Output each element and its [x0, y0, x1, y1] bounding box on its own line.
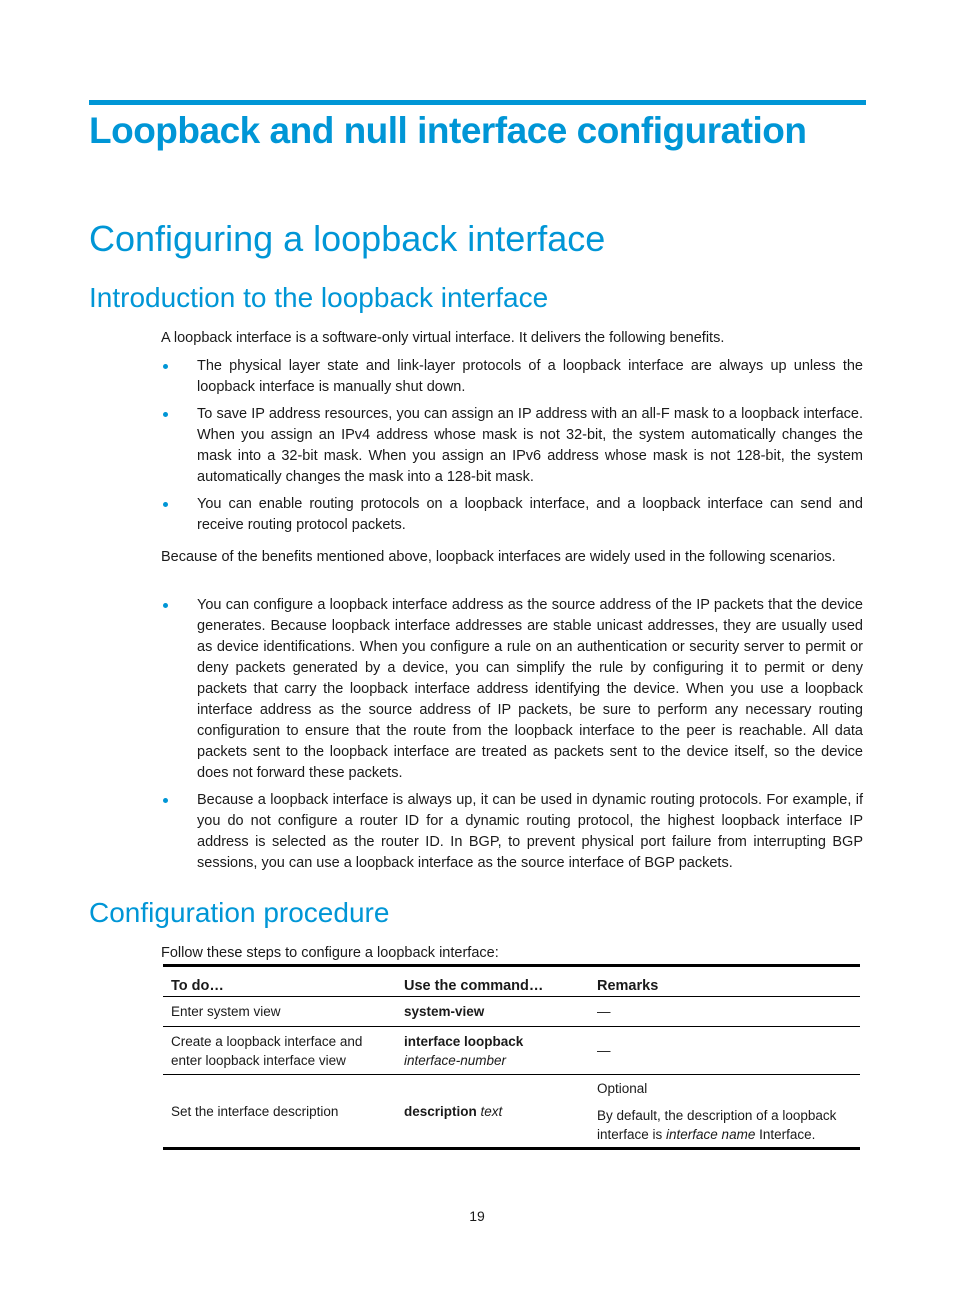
procedure-heading: Configuration procedure	[89, 897, 390, 928]
cell-remark	[589, 1075, 860, 1149]
list-item: To save IP address resources, you can assign an IP address with an all-F mask to a loopback interface. When you assign an IPv4 address whose mask is not 32-bit, the system automatically changes the mask into a 32-bit mask. When you assign an IPv6 address whose mask is not 128-bit, the system automatically changes the mask into a 128-bit mask.	[161, 404, 863, 488]
cell-command	[396, 1027, 589, 1075]
header-remarks: Remarks	[589, 966, 860, 997]
scenarios-lead: Because of the benefits mentioned above, loopback interfaces are widely used in the following scenarios.	[161, 549, 836, 565]
config-table	[163, 964, 860, 1150]
cell-remark: —	[589, 1027, 860, 1075]
cell-todo: Set the interface description	[171, 1103, 339, 1119]
header-todo: To do…	[163, 966, 396, 997]
procedure-lead: Follow these steps to configure a loopback interface:	[161, 945, 499, 961]
command-keyword: system-view	[404, 1004, 485, 1019]
command-argument: interface-number	[404, 1052, 507, 1068]
benefits-list	[161, 356, 863, 536]
command-keyword: interface loopback	[404, 1033, 524, 1049]
intro-heading: Introduction to the loopback interface	[89, 282, 549, 313]
intro-lead: A loopback interface is a software-only virtual interface. It delivers the following benefits.	[161, 330, 725, 346]
command-keyword: description	[404, 1103, 477, 1119]
header-command: Use the command…	[396, 966, 589, 997]
list-item: The physical layer state and link-layer protocols of a loopback interface are always up unless the loopback interface is manually shut down.	[161, 356, 863, 398]
cell-todo: Enter system view	[163, 997, 396, 1027]
cell-command	[396, 997, 589, 1027]
section-title: Configuring a loopback interface	[89, 218, 606, 259]
cell-command	[396, 1075, 589, 1149]
table-row	[163, 1075, 860, 1149]
command-argument: text	[480, 1103, 503, 1119]
chapter-rule	[89, 100, 866, 105]
table-row	[163, 997, 860, 1027]
bullet-icon	[163, 364, 168, 369]
scenarios-list	[161, 595, 863, 874]
chapter-title: Loopback and null interface configuration	[89, 110, 807, 151]
table-header-row	[163, 966, 860, 997]
remark-optional: Optional	[597, 1080, 648, 1096]
list-item: You can enable routing protocols on a loopback interface, and a loopback interface can send and receive routing protocol packets.	[161, 494, 863, 536]
list-item: You can configure a loopback interface address as the source address of the IP packets that the device generates. Because loopback interface addresses are stable unicast addresses, they are usually used as device identifications. When you configure a rule on an authentication or security server to permit or deny packets generated by a device, you can simplify the rule by configuring it to permit or deny packets that carry the loopback interface address identifying the device. When you use a loopback interface address as the source address of IP packets, be sure to perform any necessary routing configuration to ensure that the route from the loopback interface to the peer is reachable. All data packets sent to the loopback interface are treated as packets sent to the device itself, so the device does not forward these packets.	[161, 595, 863, 784]
bullet-icon	[163, 603, 168, 608]
cell-todo: Create a loopback interface and enter loopback interface view	[163, 1027, 396, 1075]
bullet-icon	[163, 502, 168, 507]
cell-remark: —	[589, 997, 860, 1027]
list-item: Because a loopback interface is always up, it can be used in dynamic routing protocols. For example, if you do not configure a router ID for a dynamic routing protocol, the highest loopback interface IP address is selected as the router ID. In BGP, to prevent physical port failure from interrupting BGP sessions, you can use a loopback interface as the source interface of BGP packets.	[161, 790, 863, 874]
page-number: 19	[469, 1208, 485, 1224]
bullet-icon	[163, 412, 168, 417]
table-row	[163, 1027, 860, 1075]
remark-default: By default, the description of a loopback interface is interface name Interface.	[597, 1107, 837, 1142]
bullet-icon	[163, 798, 168, 803]
